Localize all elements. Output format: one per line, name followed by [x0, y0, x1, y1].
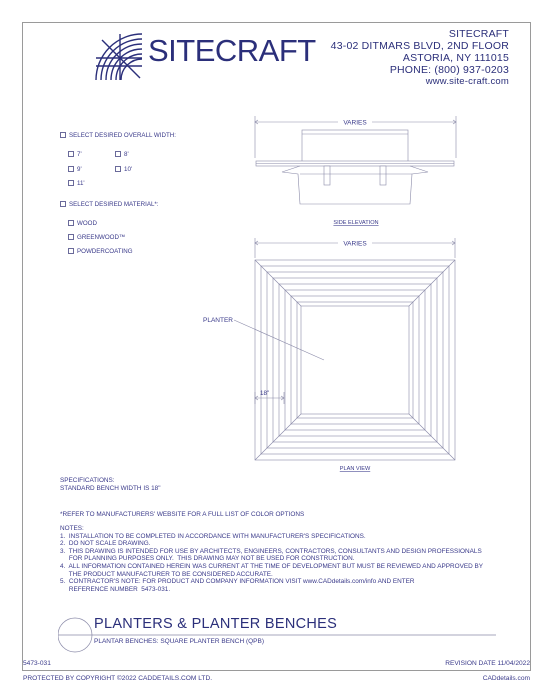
checkbox-icon[interactable] — [68, 180, 74, 186]
checkbox-icon[interactable] — [68, 151, 74, 157]
note-line: 1. INSTALLATION TO BE COMPLETED IN ACCORDANCE WITH MANUFACTURER'S SPECIFICATIONS. — [60, 532, 366, 540]
material-title-checkbox[interactable] — [60, 201, 66, 207]
checkbox-icon[interactable] — [68, 234, 74, 240]
note-line: 4. ALL INFORMATION CONTAINED HEREIN WAS CURRENT AT THE TIME OF DEVELOPMENT BUT MUST BE REVIEWED AND APPROVED BY — [60, 562, 484, 570]
drawing-title: PLANTERS & PLANTER BENCHES — [94, 616, 338, 632]
width-option-label: 10' — [124, 166, 133, 173]
checkbox-icon[interactable] — [115, 166, 121, 172]
caddetails-brand[interactable]: CADdetails.com — [482, 675, 530, 682]
varies-label-plan: VARIES — [343, 240, 367, 248]
copyright-notice: PROTECTED BY COPYRIGHT ©2022 CADDETAILS.COM LTD. — [23, 675, 213, 682]
plan-view-drawing — [190, 232, 490, 477]
notes-heading: NOTES: — [60, 525, 84, 532]
material-option-powdercoating[interactable] — [68, 248, 133, 256]
material-option-label: WOOD — [77, 220, 97, 227]
checkbox-icon[interactable] — [68, 166, 74, 172]
note-line: 5. CONTRACTOR'S NOTE: FOR PRODUCT AND COMPANY INFORMATION VISIT www.CADdetails.com/info AND ENTER — [60, 578, 415, 586]
width-option-label: 9' — [77, 166, 82, 173]
company-address-line1: 43-02 DITMARS BLVD, 2ND FLOOR — [330, 40, 509, 52]
specifications-heading: SPECIFICATIONS: — [60, 477, 115, 484]
company-heading: SITECRAFT — [448, 28, 509, 40]
width-option-11[interactable] — [68, 180, 85, 188]
material-option-wood[interactable] — [68, 220, 97, 228]
width-option-10[interactable] — [115, 166, 132, 174]
material-option-label: POWDERCOATING — [77, 248, 133, 255]
note-line: 3. THIS DRAWING IS INTENDED FOR USE BY ARCHITECTS, ENGINEERS, CONTRACTORS, CONSULTANTS AND DESIGN PROFESSIONALS — [60, 547, 482, 555]
note-line: FOR PLANNING PURPOSES ONLY. THIS DRAWING MAY NOT BE USED FOR CONSTRUCTION. — [60, 555, 355, 563]
width-option-label: 11' — [77, 180, 85, 187]
width-option-9[interactable] — [68, 166, 82, 174]
company-website[interactable]: www.site-craft.com — [425, 76, 509, 87]
specifications-block — [60, 477, 161, 492]
width-option-7[interactable] — [68, 151, 82, 159]
width-option-title — [60, 132, 176, 140]
refer-note: *REFER TO MANUFACTURERS' WEBSITE FOR A FULL LIST OF COLOR OPTIONS — [60, 511, 305, 518]
planter-callout: PLANTER — [203, 317, 233, 324]
varies-label-top: VARIES — [343, 119, 367, 127]
note-line: THE PRODUCT MANUFACTURER TO BE CONSIDERED ACCURATE. — [60, 570, 273, 578]
material-option-title — [60, 201, 159, 209]
side-elevation-drawing — [230, 112, 480, 230]
material-title-text: SELECT DESIRED MATERIAL*: — [69, 201, 159, 208]
checkbox-icon[interactable] — [68, 220, 74, 226]
material-option-greenwood[interactable] — [68, 234, 125, 242]
notes-block — [60, 525, 483, 593]
note-line: REFERENCE NUMBER 5473-031. — [60, 585, 171, 593]
company-address-line2: ASTORIA, NY 111015 — [402, 52, 509, 64]
material-option-label: GREENWOOD™ — [77, 234, 126, 241]
side-elevation-label: SIDE ELEVATION — [333, 220, 379, 226]
width-option-label: 8' — [124, 151, 129, 158]
company-phone: PHONE: (800) 937-0203 — [389, 64, 509, 76]
checkbox-icon[interactable] — [115, 151, 121, 157]
reference-number: 5473-031 — [23, 660, 51, 667]
width-title-checkbox[interactable] — [60, 132, 66, 138]
revision-date: REVISION DATE 11/04/2022 — [445, 660, 530, 667]
width-option-label: 7' — [77, 151, 82, 158]
checkbox-icon[interactable] — [68, 248, 74, 254]
width-option-8[interactable] — [115, 151, 129, 159]
note-line: 2. DO NOT SCALE DRAWING. — [60, 540, 151, 548]
company-info — [331, 28, 509, 88]
specifications-line: STANDARD BENCH WIDTH IS 18" — [60, 484, 161, 492]
dimension-18-label: 18" — [260, 390, 270, 397]
company-name: SITECRAFT — [148, 33, 316, 68]
drawing-subtitle: PLANTAR BENCHES: SQUARE PLANTER BENCH (QPB) — [94, 638, 264, 645]
plan-view-label: PLAN VIEW — [339, 466, 371, 472]
width-title-text: SELECT DESIRED OVERALL WIDTH: — [69, 132, 176, 139]
